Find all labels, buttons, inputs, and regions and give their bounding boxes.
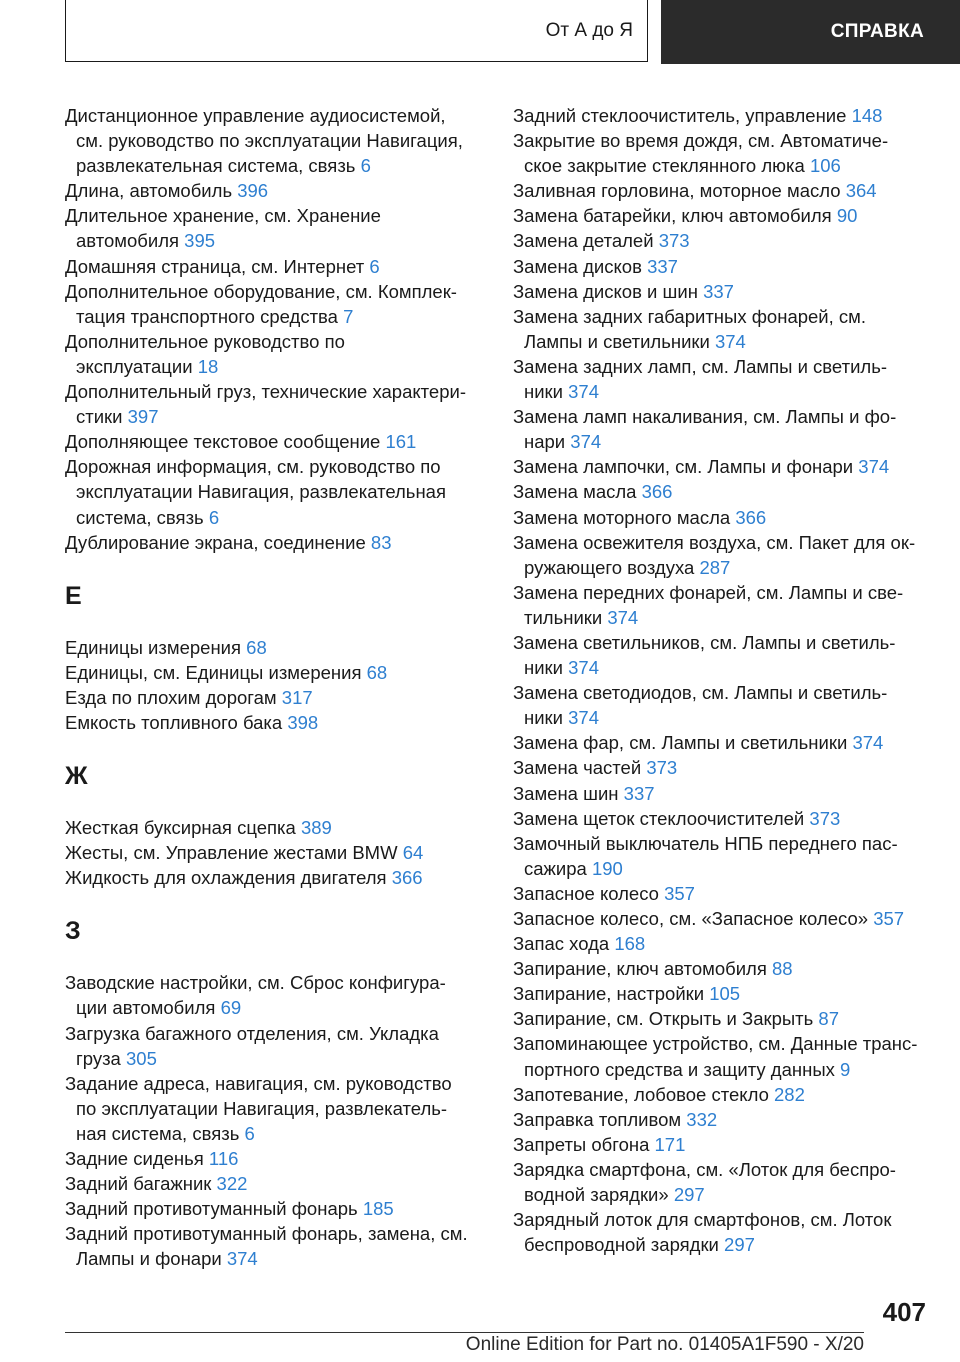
index-entry-text: тация транспортного средства	[76, 305, 344, 327]
page-reference-link[interactable]: 168	[614, 933, 646, 955]
index-entry-text: Замена дисков и шин	[513, 280, 704, 302]
index-entry-text: система, связь	[76, 506, 209, 528]
index-entry-text: Заправка топливом	[513, 1108, 687, 1130]
index-entry	[513, 1031, 933, 1081]
index-entry-text: Запоминающее устройство, см. Данные транс-	[513, 1033, 918, 1055]
index-entry	[513, 1132, 933, 1157]
page-reference-link[interactable]: 161	[385, 431, 417, 453]
page-reference-link[interactable]: 87	[818, 1008, 839, 1030]
page-reference-link[interactable]: 105	[709, 983, 741, 1005]
index-entry	[513, 1157, 933, 1207]
index-entry-text: Замена задних габаритных фонарей, см.	[513, 305, 867, 327]
index-entry-text: Жесты, см. Управление жестами BMW	[65, 842, 403, 864]
index-entry	[513, 454, 933, 479]
index-entry	[513, 279, 933, 304]
index-entry	[65, 865, 485, 890]
index-entry-text: Жидкость для охлаждения двигателя	[65, 867, 392, 889]
index-entry	[65, 710, 485, 735]
page-reference-link[interactable]: 366	[391, 867, 423, 889]
index-entry	[513, 630, 933, 680]
index-entry-text: Лампы и светильники	[524, 330, 715, 352]
index-entry-text: нари	[524, 431, 571, 453]
section-tab[interactable]: СПРАВКА	[661, 0, 960, 64]
index-entry	[65, 1146, 485, 1171]
index-entry-text: ники	[524, 657, 569, 679]
index-entry-text: водной зарядки»	[524, 1184, 674, 1206]
page-reference-link[interactable]: 6	[244, 1122, 255, 1144]
index-letter-heading: Е	[65, 581, 82, 610]
index-entry	[65, 178, 485, 203]
page-reference-link[interactable]: 297	[724, 1234, 755, 1256]
index-entry	[65, 379, 485, 429]
index-entry	[65, 530, 485, 555]
page-reference-link[interactable]: 374	[226, 1248, 258, 1270]
index-entry	[513, 404, 933, 454]
page-reference-link[interactable]: 366	[735, 506, 767, 528]
index-entry	[65, 279, 485, 329]
page-reference-link[interactable]: 357	[664, 882, 695, 904]
index-entry	[65, 454, 485, 529]
section-title: От А до Я	[65, 0, 648, 62]
index-entry-text: ная система, связь	[76, 1122, 245, 1144]
index-entry-text: Дистанционное управление аудиосистемой,	[65, 105, 446, 126]
index-entry-text: эксплуатации Навигация, развлекательная	[76, 481, 446, 503]
index-entry-text: ружающего воздуха	[524, 556, 700, 578]
page-reference-link[interactable]: 374	[607, 606, 639, 628]
index-entry	[65, 1071, 485, 1146]
index-entry-text: Дополняющее текстовое сообщение	[65, 431, 386, 453]
index-entry-text: Лампы и фонари	[76, 1248, 227, 1270]
index-entry	[513, 981, 933, 1006]
index-entry-text: стики	[76, 406, 128, 428]
index-letter-heading: Ж	[65, 762, 88, 791]
index-entry-text: Запирание, ключ автомобиля	[513, 958, 773, 980]
page-reference-link[interactable]: 282	[774, 1083, 805, 1105]
page-reference-link[interactable]: 6	[369, 255, 380, 277]
page-reference-link[interactable]: 6	[208, 506, 220, 528]
index-entry	[513, 680, 933, 730]
index-entry	[513, 304, 933, 354]
index-entry	[65, 685, 485, 710]
index-entry-text: Жесткая буксирная сцепка	[65, 817, 301, 839]
index-entry	[65, 840, 485, 865]
index-entry-text: Дополнительный груз, технические характери-	[65, 381, 467, 403]
page-reference-link[interactable]: 322	[216, 1173, 248, 1195]
index-entry	[65, 329, 485, 379]
index-entry-text: Езда по плохим дорогам	[65, 686, 282, 708]
page-reference-link[interactable]: 332	[686, 1108, 718, 1130]
index-entry-text: Замена частей	[513, 757, 647, 779]
index-entry-text: Дополнительное оборудование, см. Комплек-	[65, 280, 457, 302]
page-reference-link[interactable]: 171	[654, 1133, 686, 1155]
index-entry-text: Запасное колесо, см. «Запасное колесо»	[513, 908, 874, 929]
index-entry-text: Заводские настройки, см. Сброс конфигура-	[65, 972, 446, 994]
index-entry-text: Запасное колесо	[513, 882, 665, 904]
index-entry	[513, 254, 933, 279]
index-entry-text: Единицы, см. Единицы измерения	[65, 661, 367, 683]
page-reference-link[interactable]: 374	[568, 657, 599, 679]
index-entry-text: Запас хода	[513, 933, 615, 955]
index-entry-text: Замочный выключатель НПБ переднего пас-	[513, 832, 898, 854]
index-entry-text: Задний противотуманный фонарь	[65, 1198, 363, 1220]
page-reference-link[interactable]: 64	[402, 842, 424, 864]
index-entry-text: Задний противотуманный фонарь, замена, см.	[65, 1223, 468, 1245]
index-entry	[513, 1107, 933, 1132]
index-entry	[65, 103, 485, 178]
index-entry-text: Задание адреса, навигация, см. руководство	[65, 1072, 452, 1094]
index-entry-text: Замена фар, см. Лампы и светильники	[513, 732, 853, 754]
index-entry-text: ции автомобиля	[76, 997, 221, 1019]
index-entry-text: Единицы измерения	[65, 636, 247, 658]
index-entry	[65, 1196, 485, 1221]
index-entry	[513, 103, 933, 128]
index-entry	[65, 254, 485, 279]
index-entry-text: груза	[76, 1047, 126, 1069]
index-entry-text: ники	[524, 707, 569, 729]
page-reference-link[interactable]: 374	[714, 330, 746, 352]
index-entry-text: автомобиля	[76, 230, 185, 252]
page-reference-link[interactable]: 18	[197, 355, 219, 377]
index-entry-text: Домашняя страница, см. Интернет	[65, 255, 370, 277]
page-reference-link[interactable]: 366	[641, 481, 673, 503]
index-entry-text: развлекательная система, связь	[76, 155, 361, 177]
index-entry	[513, 831, 933, 881]
page-reference-link[interactable]: 90	[836, 205, 858, 227]
index-entry-text: Запирание, см. Открыть и Закрыть	[513, 1008, 819, 1030]
index-entry	[513, 505, 933, 530]
index-entry-text: тильники	[524, 606, 608, 628]
page-reference-link[interactable]: 68	[246, 636, 267, 658]
index-entry-text: см. руководство по эксплуатации Навигация,	[76, 130, 463, 152]
index-entry-text: Замена шин	[513, 782, 624, 804]
page-reference-link[interactable]: 395	[184, 230, 216, 252]
index-entry	[513, 881, 933, 906]
index-entry	[65, 203, 485, 253]
page-reference-link[interactable]: 373	[809, 807, 841, 829]
page-reference-link[interactable]: 396	[237, 180, 269, 202]
index-entry	[65, 660, 485, 685]
index-entry-text: Замена лампочки, см. Лампы и фонари	[513, 456, 859, 478]
page-reference-link[interactable]: 185	[362, 1198, 394, 1220]
page-reference-link[interactable]: 116	[208, 1148, 239, 1169]
index-entry-text: Дублирование экрана, соединение	[65, 531, 371, 553]
index-entry	[513, 1082, 933, 1107]
index-entry-text: Замена светодиодов, см. Лампы и светиль-	[513, 682, 888, 704]
index-entry	[513, 1207, 933, 1257]
index-entry	[513, 178, 933, 203]
page-reference-link[interactable]: 68	[366, 661, 388, 683]
index-entry-text: Замена дисков	[513, 255, 648, 277]
page-reference-link[interactable]: 9	[840, 1058, 851, 1080]
index-entry	[513, 931, 933, 956]
page-reference-link[interactable]: 337	[623, 782, 655, 804]
page-reference-link[interactable]: 357	[873, 908, 905, 929]
index-entry	[65, 429, 485, 454]
index-entry	[513, 203, 933, 228]
index-entry-text: Длина, автомобиль	[65, 180, 238, 202]
page-reference-link[interactable]: 374	[852, 732, 884, 754]
page-reference-link[interactable]: 337	[647, 255, 678, 277]
page-reference-link[interactable]: 6	[360, 155, 371, 177]
page-reference-link[interactable]: 374	[568, 707, 599, 729]
index-entry-text: портного средства и защиту данных	[524, 1058, 840, 1080]
page-reference-link[interactable]: 389	[300, 817, 332, 839]
index-entry	[513, 580, 933, 630]
index-entry	[513, 730, 933, 755]
page-reference-link[interactable]: 374	[568, 381, 599, 403]
index-entry	[65, 970, 485, 1020]
index-entry-text: эксплуатации	[76, 355, 198, 377]
index-entry	[513, 530, 933, 580]
index-entry-text: Задний багажник	[65, 1173, 217, 1195]
page-reference-link[interactable]: 317	[281, 686, 313, 708]
page-reference-link[interactable]: 83	[370, 531, 392, 553]
index-entry-text: Закрытие во время дождя, см. Автоматиче-	[513, 130, 889, 152]
index-entry-text: Запреты обгона	[513, 1133, 655, 1155]
index-column-right	[513, 103, 933, 1257]
index-column-left	[65, 103, 485, 1271]
index-entry-text: Запирание, настройки	[513, 983, 710, 1005]
index-entry	[513, 755, 933, 780]
index-entry-text: беспроводной зарядки	[524, 1234, 725, 1256]
index-entry-text: ники	[524, 381, 569, 403]
index-entry-text: Замена ламп накаливания, см. Лампы и фо-	[513, 406, 897, 428]
index-entry	[65, 815, 485, 840]
index-entry	[513, 906, 933, 931]
index-entry-text: Замена моторного масла	[513, 506, 736, 528]
page-reference-link[interactable]: 398	[287, 711, 319, 733]
index-entry-text: Зарядный лоток для смартфонов, см. Лоток	[513, 1209, 892, 1231]
index-entry-text: Заливная горловина, моторное масло	[513, 180, 846, 202]
index-entry-text: Замена батарейки, ключ автомобиля	[513, 205, 837, 227]
page-reference-link[interactable]: 374	[570, 431, 602, 453]
page-reference-link[interactable]: 373	[658, 230, 690, 252]
index-entry	[513, 128, 933, 178]
footer-divider	[65, 1332, 864, 1333]
index-entry	[513, 1006, 933, 1031]
index-entry-text: Загрузка багажного отделения, см. Укладка	[65, 1022, 439, 1044]
page-reference-link[interactable]: 373	[646, 757, 678, 779]
page-reference-link[interactable]: 148	[851, 105, 883, 126]
index-entry-text: Запотевание, лобовое стекло	[513, 1083, 774, 1105]
index-entry-text: Замена передних фонарей, см. Лампы и све-	[513, 581, 904, 603]
footer-edition: Online Edition for Part no. 01405A1F590 - X/20	[465, 1334, 864, 1355]
index-entry	[513, 781, 933, 806]
index-entry	[513, 479, 933, 504]
page-reference-link[interactable]: 69	[220, 997, 242, 1019]
index-entry-text: Замена освежителя воздуха, см. Пакет для ок-	[513, 531, 916, 553]
index-entry-text: Замена деталей	[513, 230, 659, 252]
index-entry-text: Задние сиденья	[65, 1148, 209, 1169]
page-reference-link[interactable]: 397	[127, 406, 159, 428]
page-reference-link[interactable]: 337	[703, 280, 734, 302]
index-entry	[65, 1021, 485, 1071]
index-entry	[513, 956, 933, 981]
index-entry	[513, 228, 933, 253]
page-number: 407	[882, 1297, 926, 1327]
page-reference-link[interactable]: 305	[126, 1047, 157, 1069]
index-entry-text: Замена задних ламп, см. Лампы и светиль-	[513, 355, 887, 377]
index-entry	[65, 1171, 485, 1196]
page-reference-link[interactable]: 190	[591, 857, 623, 879]
index-entry	[513, 806, 933, 831]
page-reference-link[interactable]: 364	[845, 180, 877, 202]
index-entry	[65, 1221, 485, 1271]
index-entry	[65, 635, 485, 660]
index-entry-text: Замена светильников, см. Лампы и светиль-	[513, 631, 896, 653]
index-entry-text: Замена щеток стеклоочистителей	[513, 807, 810, 829]
index-entry-text: по эксплуатации Навигация, развлекатель-	[76, 1097, 448, 1119]
page-reference-link[interactable]: 7	[343, 305, 354, 327]
index-entry-text: Длительное хранение, см. Хранение	[65, 205, 381, 227]
page-reference-link[interactable]: 88	[772, 958, 793, 980]
index-entry-text: Дополнительное руководство по	[65, 330, 345, 352]
page-reference-link[interactable]: 297	[673, 1184, 705, 1206]
page-header	[65, 0, 960, 64]
index-entry-text: Дорожная информация, см. руководство по	[65, 456, 441, 478]
index-entry-text: Замена масла	[513, 481, 642, 503]
index-entry-text: Зарядка смартфона, см. «Лоток для беспро-	[513, 1158, 896, 1180]
index-entry-text: Емкость топливного бака	[65, 711, 288, 733]
index-entry-text: Задний стеклоочиститель, управление	[513, 105, 852, 126]
page-reference-link[interactable]: 374	[858, 456, 890, 478]
index-entry-text: сажира	[524, 857, 592, 879]
page-reference-link[interactable]: 287	[699, 556, 731, 578]
index-entry-text: ское закрытие стеклянного люка	[524, 155, 810, 177]
index-letter-heading: З	[65, 917, 81, 946]
page-reference-link[interactable]: 106	[809, 155, 841, 177]
index-entry	[513, 354, 933, 404]
